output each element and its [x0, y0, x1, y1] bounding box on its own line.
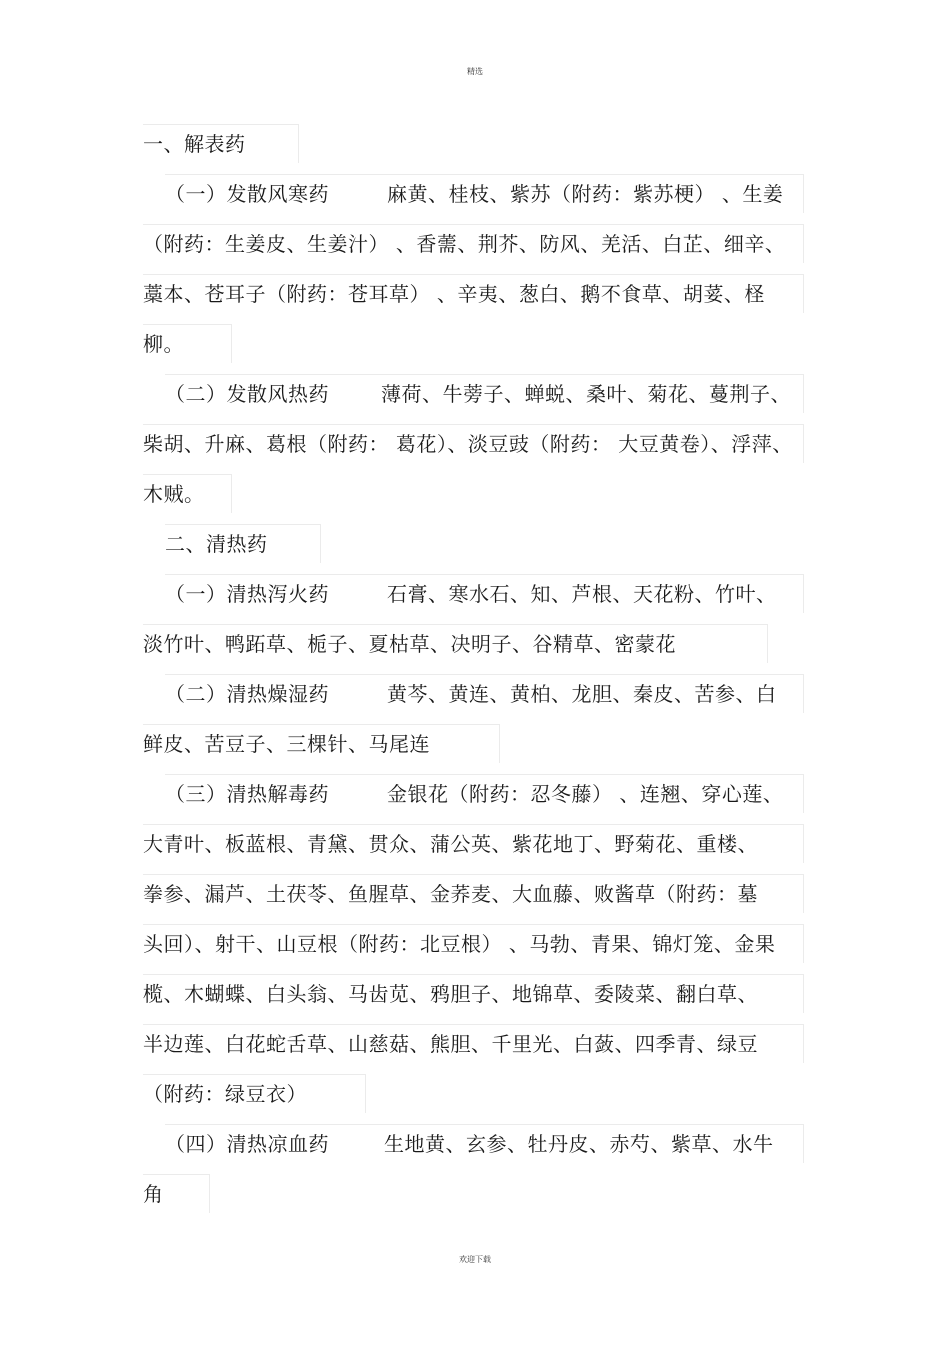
- section-heading-qingre: 二、清热药: [165, 524, 321, 563]
- text-line: （一）清热泻火药 石膏、寒水石、知、芦根、天花粉、竹叶、: [165, 574, 804, 613]
- text-line: （三）清热解毒药 金银花（附药：忍冬藤） 、连翘、穿心莲、: [165, 774, 804, 813]
- text-line: 柴胡、升麻、葛根（附药： 葛花）、淡豆豉（附药： 大豆黄卷）、浮萍、: [143, 424, 804, 463]
- text-line: （一）发散风寒药 麻黄、桂枝、紫苏（附药：紫苏梗） 、生姜: [165, 174, 804, 213]
- text-line: （四）清热凉血药 生地黄、玄参、牡丹皮、赤芍、紫草、水牛: [165, 1124, 804, 1163]
- text-line: 柳。: [143, 324, 232, 363]
- page-footer-mark: 欢迎下载: [459, 1255, 491, 1264]
- text-line: 木贼。: [143, 474, 232, 513]
- text-line: 大青叶、板蓝根、青黛、贯众、蒲公英、紫花地丁、野菊花、重楼、: [143, 824, 804, 863]
- text-line: （二）清热燥湿药 黄芩、黄连、黄柏、龙胆、秦皮、苦参、白: [165, 674, 804, 713]
- text-line: 藁本、苍耳子（附药：苍耳草） 、辛夷、葱白、鹅不食草、胡荽、柽: [143, 274, 804, 313]
- text-line: 拳参、漏芦、土茯苓、鱼腥草、金荞麦、大血藤、败酱草（附药：墓: [143, 874, 804, 913]
- text-line: （附药：绿豆衣）: [143, 1074, 366, 1113]
- page-header-mark: 精选: [467, 67, 483, 76]
- text-line: （附药：生姜皮、生姜汁） 、香薷、荆芥、防风、羌活、白芷、细辛、: [143, 224, 804, 263]
- text-line: 角: [143, 1174, 210, 1213]
- text-line: 头回）、射干、山豆根（附药：北豆根） 、马勃、青果、锦灯笼、金果: [143, 924, 804, 963]
- text-line: 榄、木蝴蝶、白头翁、马齿苋、鸦胆子、地锦草、委陵菜、翻白草、: [143, 974, 804, 1013]
- text-line: （二）发散风热药 薄荷、牛蒡子、蝉蜕、桑叶、菊花、蔓荆子、: [165, 374, 804, 413]
- text-line: 半边莲、白花蛇舌草、山慈菇、熊胆、千里光、白蔹、四季青、绿豆: [143, 1024, 804, 1063]
- section-heading-jiebiao: 一、解表药: [143, 124, 299, 163]
- text-line: 鲜皮、苦豆子、三棵针、马尾连: [143, 724, 500, 763]
- text-line: 淡竹叶、鸭跖草、栀子、夏枯草、决明子、谷精草、密蒙花: [143, 624, 768, 663]
